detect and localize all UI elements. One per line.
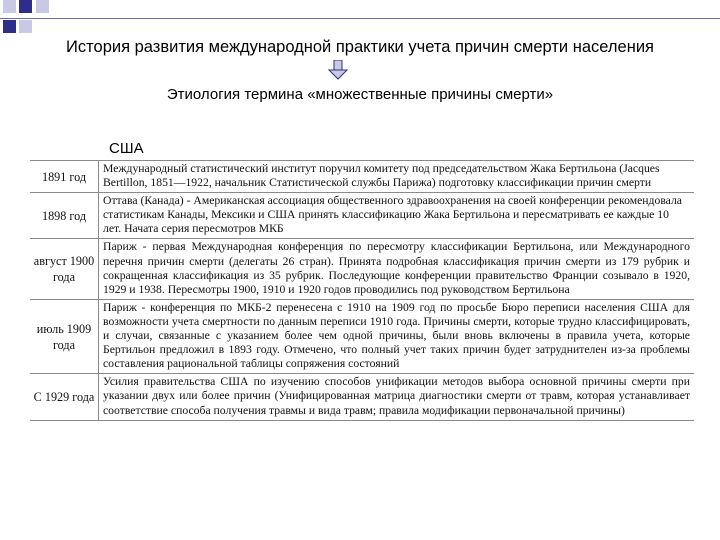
row-date: август 1900 года: [30, 239, 99, 299]
page-title: История развития международной практики учета причин смерти населения: [66, 38, 654, 56]
arrow-down-icon: [328, 60, 348, 80]
country-label: США: [109, 140, 144, 157]
table-row: [30, 193, 694, 239]
row-date: 1891 год: [30, 161, 99, 193]
page-subtitle: Этиология термина «множественные причины смерти»: [166, 86, 554, 103]
table-row: [30, 161, 694, 193]
row-date: 1898 год: [30, 193, 99, 239]
row-date: июль 1909 года: [30, 299, 99, 373]
row-text: Усилия правительства США по изучению способов унификации методов выбора основной причины смерти при указании двух или более причин (Унифицированная матрица диагностики смерти от травм, которая устанавливает соответствие способа получения травмы и вида травм; правила модификации первоначальной причины): [99, 374, 695, 420]
table-row: [30, 374, 694, 420]
decorative-squares: [0, 0, 60, 40]
row-text: Международный статистический институт поручил комитету под председательством Жака Бертильона (Jacques Bertillon, 1851—1922, начальник Статистической службы Парижа) подготовку классификации причин смерти: [99, 161, 695, 193]
history-table: [30, 160, 694, 421]
table-row: [30, 299, 694, 373]
table-row: [30, 239, 694, 299]
row-text: Оттава (Канада) - Американская ассоциация общественного здравоохранения на своей конференции рекомендовала статистикам Канады, Мексики и США принять классификацию Жака Бертильона и пересматривать ее каждые 10 лет. Начата серия пересмотров МКБ: [99, 193, 695, 239]
header-rule: [0, 18, 720, 19]
row-text: Париж - первая Международная конференция по пересмотру классификации Бертильона, или Международного перечня причин смерти (делегаты 26 стран). Принята подробная классификация причин смерти из 179 рубрик и сокращенная классификация из 35 рубрик. Последующие конференции правительство Франции созывало в 1920, 1929 и 1938. Пересмотры 1900, 1910 и 1920 годов проводились под руководством Бертильона: [99, 239, 695, 299]
row-text: Париж - конференция по МКБ-2 перенесена с 1910 на 1909 год по просьбе Бюро переписи населения США для возможности учета смертности по данным переписи 1910 года. Причины смерти, которые трудно классифицировать, и случаи, связанные с указанием более чем одной причины, были вновь включены в правила учета, которые Бертильон предложил в 1893 году. Отмечено, что полный учет таких причин будет затруднителен из-за проблемы составления рациональной таблицы сопряжения состояний: [99, 299, 695, 373]
row-date: С 1929 года: [30, 374, 99, 420]
